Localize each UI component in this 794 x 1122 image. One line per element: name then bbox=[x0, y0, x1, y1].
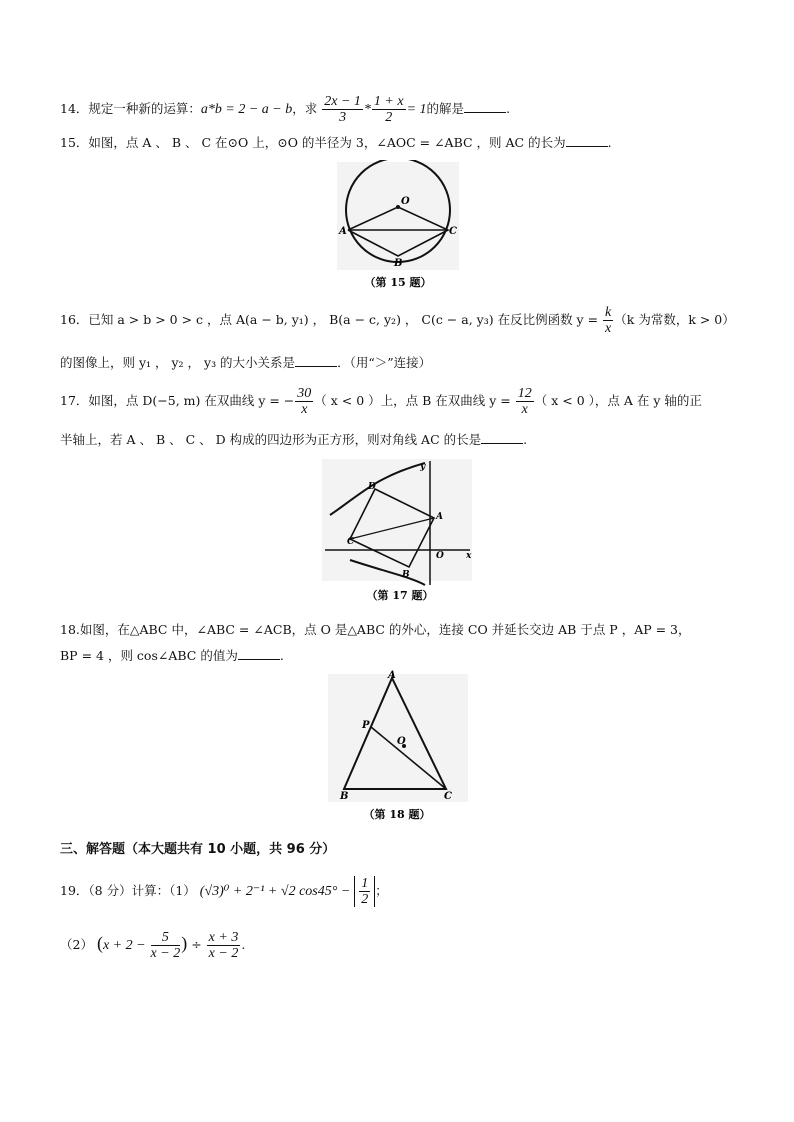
label-a: A bbox=[339, 226, 347, 237]
q19-lead: 19．（8 分）计算：（1） bbox=[60, 883, 196, 898]
q14-fraction-1: $\frac{2x - 1}{3}$ bbox=[324, 94, 361, 125]
question-19-part-2: （2） (x + 2 − $\frac{5}{x - 2}$ ) ÷ $\frac{x + 3}{x - 2}$ . bbox=[60, 930, 246, 961]
figure-17-caption: （第 17 题） bbox=[366, 589, 434, 602]
label-c: C bbox=[347, 537, 355, 547]
q18-answer-blank[interactable] bbox=[238, 647, 280, 660]
figure-18-caption: （第 18 题） bbox=[363, 808, 431, 821]
q15-answer-blank[interactable] bbox=[566, 134, 608, 147]
question-14: 14．规定一种新的运算：a*b = 2 − a − b，求 $\frac{2x - 1}{3}$ * $\frac{1 + x}{2}$ = 1的解是 . bbox=[60, 94, 511, 125]
label-b: B bbox=[394, 258, 403, 269]
q19-part-2-label: （2） bbox=[60, 937, 93, 952]
question-15: 15．如图，点 A 、 B 、 C 在⊙O 上，⊙O 的半径为 3，∠AOC = ∠ABC ，则 AC 的长为 . bbox=[60, 135, 612, 150]
label-c: C bbox=[444, 791, 452, 802]
q17-fraction-2: $\frac{12}{x}$ bbox=[517, 386, 532, 417]
q16-text-b: （k 为常数，k > 0） bbox=[614, 312, 735, 327]
question-18-line-1 bbox=[60, 620, 691, 638]
q14-tail: 的解是 bbox=[426, 101, 465, 116]
label-x: x bbox=[466, 551, 472, 561]
q14-lead: 14．规定一种新的运算： bbox=[60, 101, 201, 116]
q17-text-c: （ x < 0 ），点 A 在 y 轴的正 bbox=[534, 393, 702, 408]
label-o: O bbox=[401, 196, 410, 207]
q16-answer-blank[interactable] bbox=[295, 354, 337, 367]
q19-expr-2: x + 2 − bbox=[102, 938, 146, 953]
q19-fraction-1: $\frac{5}{x - 2}$ bbox=[150, 930, 181, 961]
q14-ask: ，求 bbox=[292, 101, 318, 116]
question-18-line-2: BP = 4 ，则 cos∠ABC 的值为 . bbox=[60, 648, 284, 663]
q14-definition: a*b = 2 − a − b bbox=[200, 102, 293, 117]
question-16-line-1 bbox=[60, 305, 735, 336]
q19-fraction-2: $\frac{x + 3}{x - 2}$ bbox=[208, 930, 239, 961]
section-3-title: 三、解答题（本大题共有 10 小题，共 96 分） bbox=[60, 842, 336, 857]
q17-text-b: （ x < 0 ）上，点 B 在双曲线 y = bbox=[314, 393, 511, 408]
question-16-line-2: 的图像上，则 y₁ ， y₂ ， y₃ 的大小关系是 ．（用“＞”连接） bbox=[60, 355, 432, 370]
q16-text-c: 的图像上，则 y₁ ， y₂ ， y₃ 的大小关系是 bbox=[60, 355, 296, 370]
q16-text-a: 16．已知 a > b > 0 > c ，点 A(a − b, y₁) ， B(a − c, y₂) ， C(c − a, y₃) 在反比例函数 y = bbox=[60, 312, 599, 327]
label-p: P bbox=[362, 720, 370, 731]
label-c: C bbox=[449, 226, 457, 237]
figure-15-caption: （第 15 题） bbox=[364, 276, 432, 289]
q19-expr-1: (√3)⁰ + 2⁻¹ + √2 cos45° − bbox=[199, 884, 351, 899]
q14-fraction-2: $\frac{1 + x}{2}$ bbox=[373, 94, 404, 125]
figure-18 bbox=[322, 668, 472, 823]
label-y: y bbox=[420, 462, 426, 472]
label-b: B bbox=[402, 570, 410, 580]
q16-fraction: $\frac{k}{x}$ bbox=[605, 305, 612, 336]
q17-text-a: 17．如图，点 D(−5, m) 在双曲线 y = − bbox=[60, 393, 295, 408]
question-19-part-1: 19．（8 分）计算：（1） (√3)⁰ + 2⁻¹ + √2 cos45° − $\frac{1}{2}$ ； bbox=[60, 876, 388, 907]
label-d: D bbox=[368, 482, 376, 492]
label-b: B bbox=[340, 791, 349, 802]
label-a: A bbox=[388, 670, 396, 681]
q14-equals: = 1 bbox=[406, 102, 427, 117]
q17-fraction-1: $\frac{30}{x}$ bbox=[297, 386, 312, 417]
q14-star: * bbox=[363, 102, 371, 117]
q19-divide: ÷ bbox=[191, 937, 202, 952]
q17-text-d: 半轴上，若 A 、 B 、 C 、 D 构成的四边形为正方形，则对角线 AC 的长是 bbox=[60, 432, 482, 447]
q18-text-b: BP = 4 ，则 cos∠ABC 的值为 bbox=[60, 648, 238, 663]
label-a: A bbox=[436, 512, 443, 522]
q15-text: 15．如图，点 A 、 B 、 C 在⊙O 上，⊙O 的半径为 3，∠AOC = ∠ABC ，则 AC 的长为 bbox=[60, 135, 566, 150]
q18-text-a: 18.如图，在△ABC 中，∠ABC = ∠ACB，点 O 是△ABC 的外心，连接 CO 并延长交边 AB 于点 P ，AP = 3， bbox=[60, 622, 691, 637]
q17-answer-blank[interactable] bbox=[481, 431, 523, 444]
label-o: O bbox=[397, 736, 406, 747]
question-17-line-2: 半轴上，若 A 、 B 、 C 、 D 构成的四边形为正方形，则对角线 AC 的长是 . bbox=[60, 432, 528, 447]
question-17-line-1 bbox=[60, 386, 702, 417]
q14-answer-blank[interactable] bbox=[464, 100, 506, 113]
figure-17 bbox=[320, 455, 480, 605]
label-o: O bbox=[436, 551, 444, 561]
figure-15 bbox=[333, 160, 463, 290]
q19-abs-value: $\frac{1}{2}$ bbox=[354, 876, 375, 907]
